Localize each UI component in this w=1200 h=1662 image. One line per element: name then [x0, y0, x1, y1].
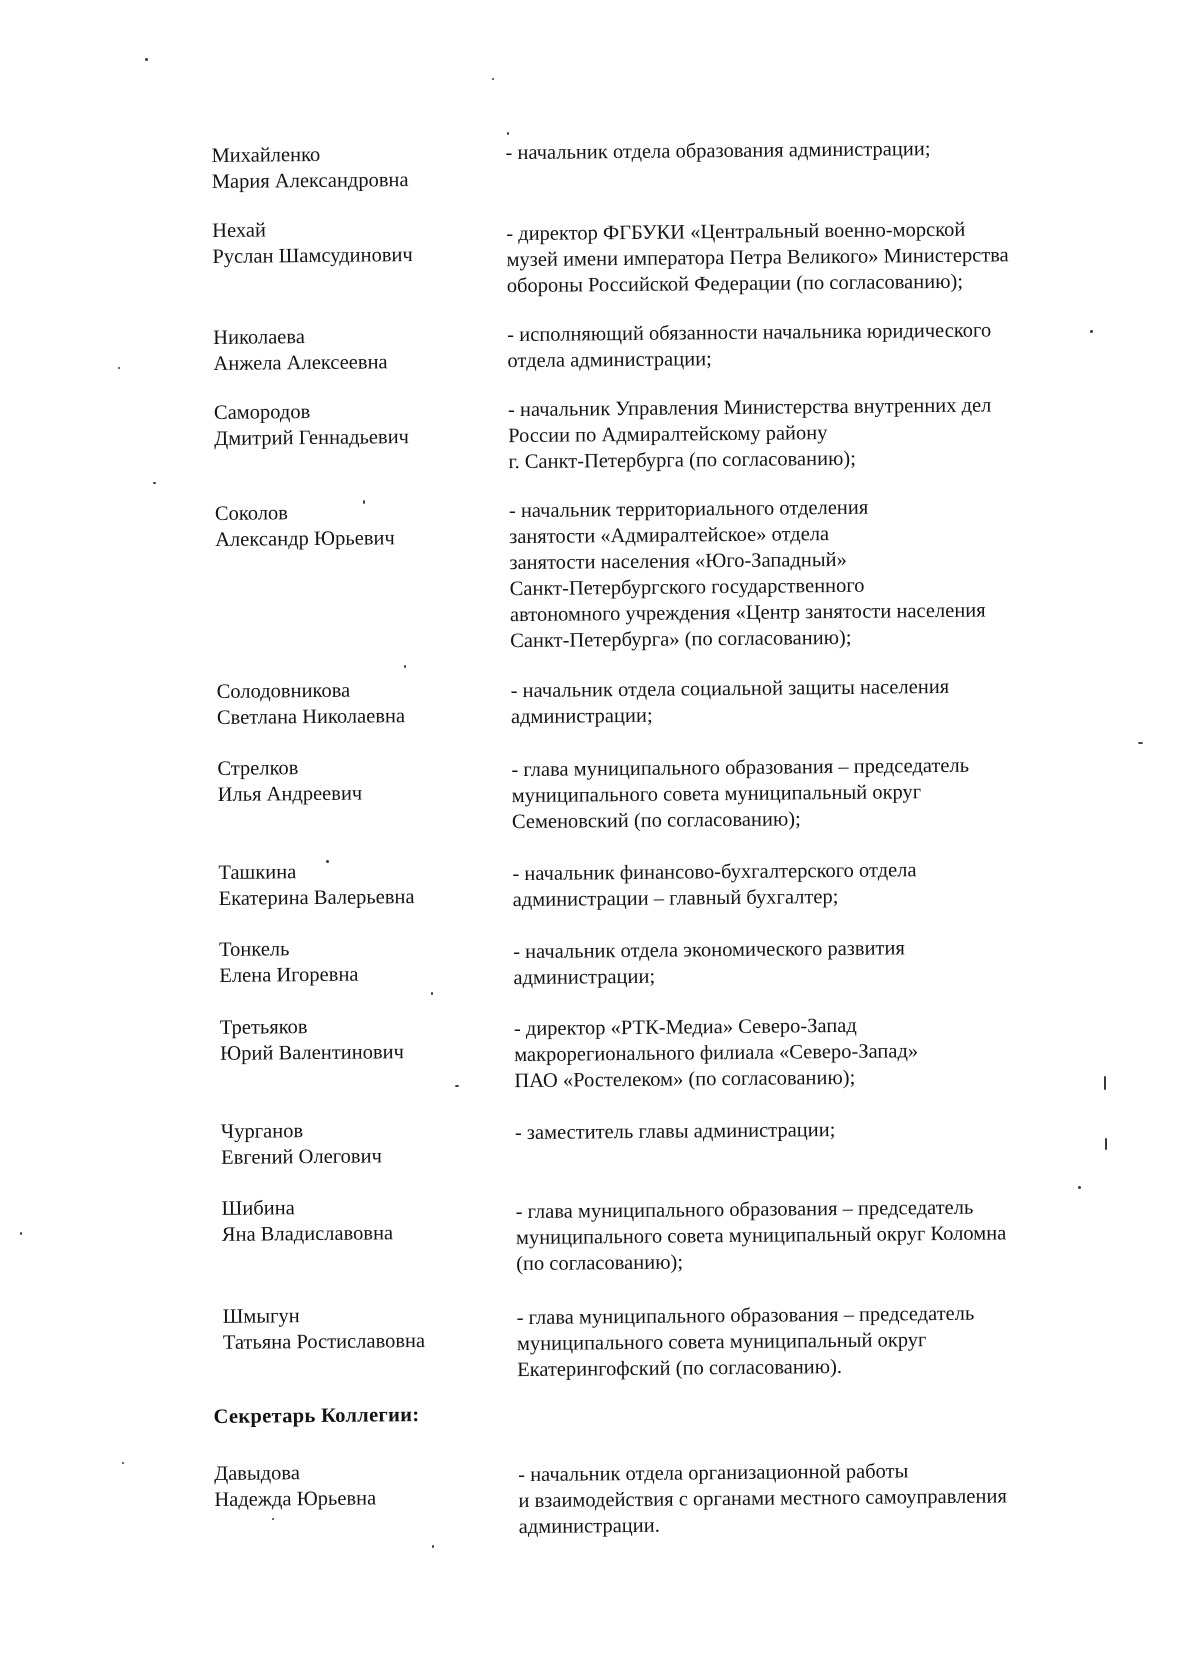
role-line: Санкт-Петербурга» (по согласованию);: [510, 626, 852, 653]
member-role: [511, 751, 1132, 835]
member-entry-tretyakov: [10, 1005, 1200, 1093]
member-surname: Соколов: [214, 502, 289, 525]
scan-speck: [326, 860, 329, 863]
secretary-role: [518, 1456, 1139, 1540]
role-line: муниципального совета муниципальный округ: [511, 781, 922, 808]
member-role: [513, 933, 1133, 991]
role-line: муниципального совета муниципальный округ: [516, 1329, 927, 1356]
member-surname: Николаева: [213, 326, 305, 349]
member-name: [221, 1193, 491, 1248]
role-line: Санкт-Петербургского государственного: [509, 574, 865, 601]
scan-speck: [455, 1085, 459, 1087]
member-given-name: Руслан Шамсудинович: [212, 244, 413, 268]
member-surname: Солодовникова: [216, 679, 351, 703]
member-given-name: Юрий Валентинович: [220, 1041, 404, 1065]
role-line: муниципального совета муниципальный округ Коломна: [515, 1222, 1007, 1250]
scan-speck: [492, 78, 494, 80]
member-given-name: Илья Андреевич: [217, 782, 363, 806]
role-line: - исполняющий обязанности начальника юридического: [507, 319, 992, 347]
role-line: музей имени императора Петра Великого» Министерства: [506, 244, 1009, 272]
role-line: администрации;: [513, 965, 656, 990]
role-line: - директор ФГБУКИ «Центральный военно-морской: [506, 218, 966, 246]
member-entry-mikhailenko: [1, 133, 1200, 193]
role-line: - глава муниципального образования – председатель: [516, 1302, 975, 1330]
scan-speck: [122, 1462, 124, 1464]
member-given-name: Мария Александровна: [211, 169, 409, 193]
member-entry-nekhai: [2, 208, 1200, 298]
member-name: [211, 140, 481, 195]
member-role: [509, 492, 1130, 654]
member-surname: Тонкель: [219, 938, 290, 961]
role-line: Екатерингофский (по согласованию).: [517, 1355, 843, 1382]
member-surname: Михайленко: [211, 143, 321, 167]
member-name: [217, 676, 487, 731]
member-given-name: Екатерина Валерьевна: [218, 886, 415, 910]
member-entry-shibina: [11, 1186, 1200, 1276]
member-given-name: Елена Игоревна: [219, 963, 359, 987]
member-entry-strelkov: [7, 746, 1200, 834]
member-name: [223, 1301, 493, 1356]
role-line: администрации – главный бухгалтер;: [512, 885, 839, 912]
role-line: занятости населения «Юго-Западный»: [509, 548, 847, 575]
role-line: отдела администрации;: [507, 348, 712, 373]
member-name: [214, 397, 484, 452]
scan-speck: [1105, 1138, 1107, 1150]
member-surname: Самородов: [213, 401, 311, 424]
scan-speck: [363, 500, 365, 504]
member-name: [217, 753, 487, 808]
role-line: - начальник отдела образования администрации;: [505, 138, 931, 165]
member-entry-nikolaeva: [3, 315, 1200, 375]
scan-speck: [431, 992, 433, 995]
member-given-name: Дмитрий Геннадьевич: [214, 426, 410, 450]
member-entry-solodovnikova: [7, 669, 1200, 729]
member-entry-samorodov: [4, 390, 1200, 474]
secretary-entry-davydova: [14, 1451, 1200, 1539]
member-role: [506, 215, 1127, 299]
member-surname: Нехай: [212, 219, 267, 242]
member-given-name: Светлана Николаевна: [216, 705, 406, 729]
secretary-surname: Давыдова: [214, 1462, 300, 1486]
member-name: [213, 322, 483, 377]
member-given-name: Анжела Алексеевна: [213, 351, 388, 375]
secretary-name: [214, 1458, 484, 1513]
member-role: [505, 134, 1125, 166]
role-line: Семеновский (по согласованию);: [511, 808, 801, 834]
scan-speck: [1138, 742, 1143, 744]
member-role: [507, 316, 1127, 374]
role-line: администрации.: [518, 1514, 660, 1539]
scan-speck: [145, 58, 148, 61]
role-line: - директор «РТК-Медиа» Северо-Запад: [513, 1014, 857, 1041]
scan-speck: [432, 1545, 434, 1548]
role-line: - начальник Управления Министерства внутренних дел: [507, 394, 992, 422]
member-role: [511, 672, 1131, 730]
scan-speck: [404, 665, 406, 668]
member-entry-churganov: [11, 1109, 1200, 1169]
member-entry-tashkina: [8, 850, 1200, 912]
role-line: занятости «Адмиралтейское» отдела: [509, 523, 830, 549]
scan-speck: [1078, 1186, 1081, 1189]
member-surname: Чурганов: [220, 1120, 304, 1143]
role-line: - заместитель главы администрации;: [514, 1119, 836, 1145]
scan-speck: [1090, 330, 1093, 333]
member-given-name: Евгений Олегович: [221, 1145, 382, 1169]
role-line: - глава муниципального образования – председатель: [515, 1196, 974, 1224]
scan-speck: [118, 367, 120, 369]
member-name: [218, 857, 488, 912]
member-role: [508, 391, 1129, 475]
role-line: - начальник отдела экономического развития: [513, 937, 905, 964]
role-line: - начальник отдела организационной работы: [518, 1460, 909, 1487]
scan-speck: [272, 1518, 274, 1520]
member-name: [215, 498, 485, 553]
member-role: [516, 1193, 1137, 1277]
member-surname: Шибина: [221, 1197, 295, 1220]
role-line: - начальник финансово-бухгалтерского отдела: [512, 859, 917, 886]
role-line: России по Адмиралтейскому району: [508, 422, 828, 448]
scan-speck: [153, 482, 156, 484]
member-role: [514, 1010, 1135, 1094]
role-line: и взаимодействия с органами местного самоуправления: [518, 1485, 1007, 1513]
member-name: [221, 1116, 491, 1171]
member-name: [212, 215, 482, 270]
member-entry-tonkel: [9, 927, 1200, 990]
role-line: - начальник отдела социальной защиты населения: [510, 675, 950, 703]
role-line: обороны Российской Федерации (по согласованию);: [506, 270, 964, 298]
scan-speck: [20, 1232, 22, 1235]
member-surname: Стрелков: [217, 757, 299, 780]
member-surname: Шмыгун: [222, 1305, 300, 1328]
member-name: [219, 934, 489, 989]
role-line: автономного учреждения «Центр занятости населения: [509, 599, 986, 627]
member-role: [517, 1299, 1138, 1383]
member-role: [512, 855, 1132, 913]
member-entry-shmygun: [13, 1294, 1200, 1382]
role-line: - глава муниципального образования – председатель: [511, 754, 970, 782]
scan-speck: [1104, 1076, 1106, 1090]
member-role: [515, 1114, 1135, 1146]
member-surname: Ташкина: [218, 861, 297, 884]
secretary-heading: Секретарь Коллегии:: [213, 1404, 420, 1429]
member-name: [220, 1012, 490, 1067]
role-line: г. Санкт-Петербурга (по согласованию);: [508, 447, 856, 474]
role-line: - начальник территориального отделения: [508, 496, 869, 523]
member-given-name: Александр Юрьевич: [215, 527, 395, 551]
role-line: ПАО «Ростелеком» (по согласованию);: [514, 1066, 856, 1093]
role-line: (по согласованию);: [516, 1251, 684, 1276]
secretary-given-name: Надежда Юрьевна: [214, 1487, 377, 1512]
role-line: администрации;: [510, 704, 653, 729]
member-given-name: Яна Владиславовна: [221, 1222, 394, 1246]
scan-speck: [507, 132, 509, 135]
member-surname: Третьяков: [219, 1016, 308, 1039]
role-line: макрорегионального филиала «Северо-Запад»: [514, 1040, 919, 1067]
member-entry-sokolov: [5, 491, 1200, 653]
member-given-name: Татьяна Ростиславовна: [222, 1329, 426, 1354]
